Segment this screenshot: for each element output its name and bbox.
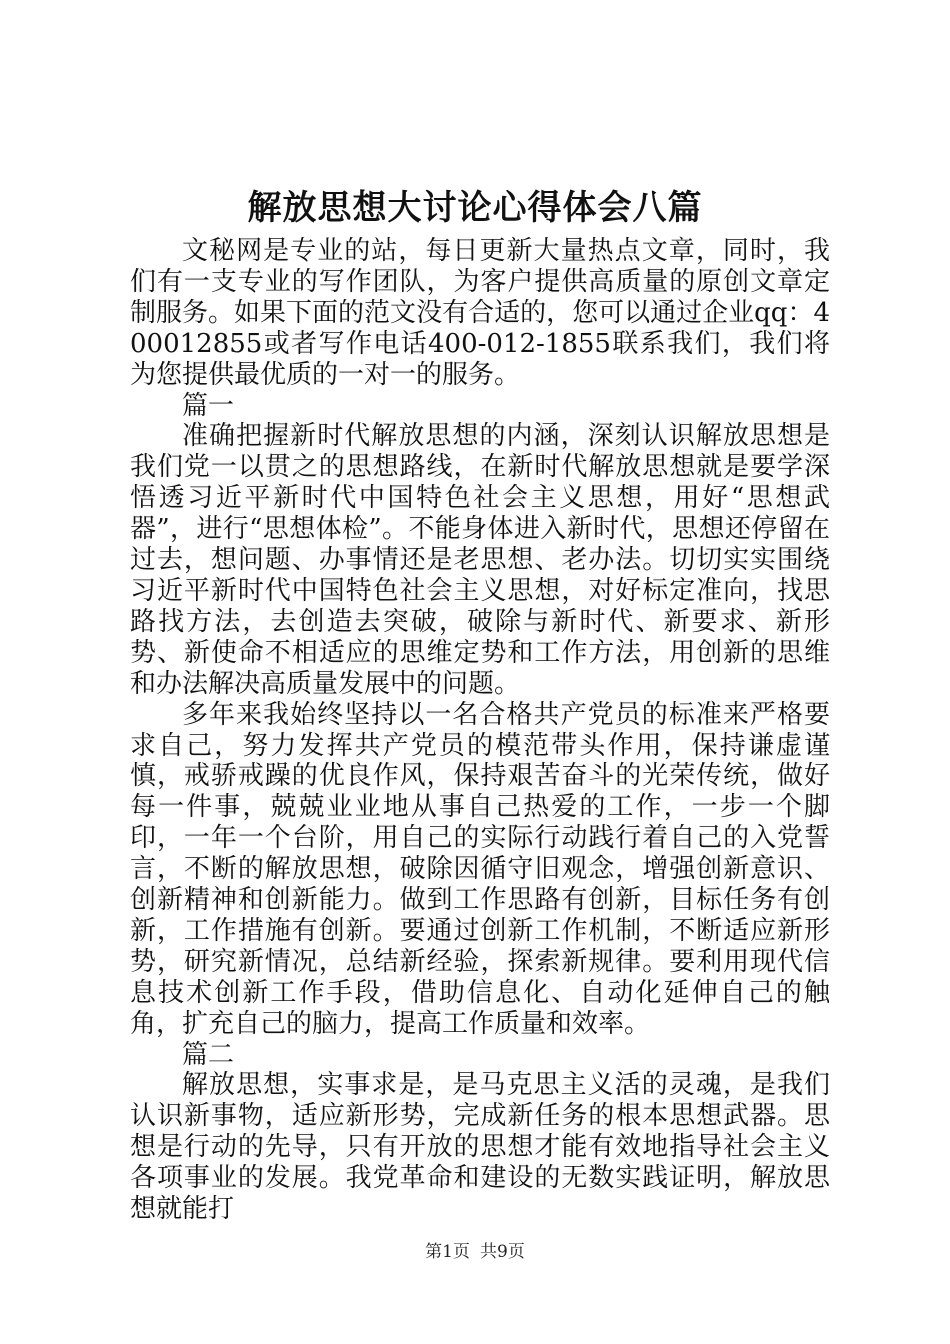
page-total: 共9页 [480,1242,525,1262]
section-1-paragraph-2: 多年来我始终坚持以一名合格共产党员的标准来严格要求自己，努力发挥共产党员的模范带头作用，保持谦虚谨慎，戒骄戒躁的优良作风，保持艰苦奋斗的光荣传统，做好每一件事，兢兢业业地从事自己热爱的工作，一步一个脚印，一年一个台阶，用自己的实际行动践行着自己的入党誓言，不断的解放思想，破除因循守旧观念，增强创新意识、创新精神和创新能力。做到工作思路有创新，目标任务有创新，工作措施有创新。要通过创新工作机制，不断适应新形势，研究新情况，总结新经验，探索新规律。要利用现代信息技术创新工作手段，借助信息化、自动化延伸自己的触角，扩充自己的脑力，提高工作质量和效率。 [130,699,830,1039]
section-1-paragraph-1: 准确把握新时代解放思想的内涵，深刻认识解放思想是我们党一以贯之的思想路线，在新时代解放思想就是要学深悟透习近平新时代中国特色社会主义思想，用好“思想武器”，进行“思想体检”。不能身体进入新时代，思想还停留在过去，想问题、办事情还是老思想、老办法。切切实实围绕习近平新时代中国特色社会主义思想，对好标定准向，找思路找方法，去创造去突破，破除与新时代、新要求、新形势、新使命不相适应的思维定势和工作方法，用创新的思维和办法解决高质量发展中的问题。 [130,421,830,699]
page-footer [0,1240,950,1264]
page-number: 第1页 [425,1242,470,1262]
intro-paragraph: 文秘网是专业的站，每日更新大量热点文章，同时，我们有一支专业的写作团队，为客户提供高质量的原创文章定制服务。如果下面的范文没有合适的，您可以通过企业qq：400012855或者写作电话400-012-1855联系我们，我们将为您提供最优质的一对一的服务。 [130,236,830,390]
section-heading-2: 篇二 [182,1039,235,1070]
section-2-paragraph-1: 解放思想，实事求是，是马克思主义活的灵魂，是我们认识新事物，适应新形势，完成新任务的根本思想武器。思想是行动的先导，只有开放的思想才能有效地指导社会主义各项事业的发展。我党革命和建设的无数实践证明，解放思想就能打 [130,1070,830,1225]
section-heading-1: 篇一 [182,390,235,421]
document-body [130,236,830,1225]
document-title: 解放思想大讨论心得体会八篇 [247,188,703,228]
